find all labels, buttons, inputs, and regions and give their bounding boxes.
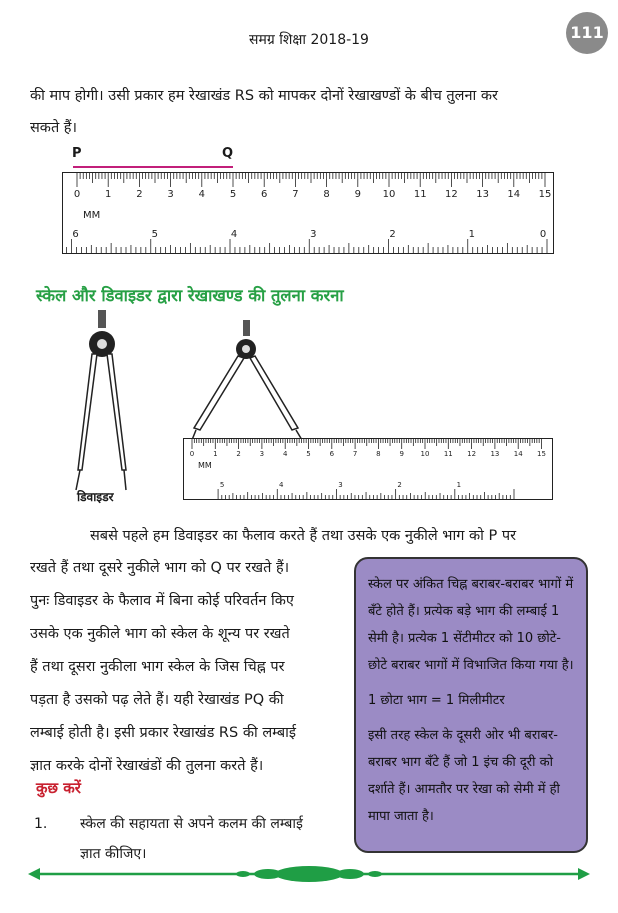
ruler-1 bbox=[62, 172, 554, 254]
ruler-cm-label: 14 bbox=[507, 189, 521, 200]
intro-line-1: की माप होगी। उसी प्रकार हम रेखाखंड RS को मापकर दोनों रेखाखण्डों के बीच तुलना कर bbox=[30, 88, 498, 104]
ruler-inch-label: 6 bbox=[72, 229, 79, 240]
ruler-cm-label: 11 bbox=[443, 450, 453, 458]
activity-title: कुछ करें bbox=[36, 779, 81, 797]
activity-item-number: 1. bbox=[34, 816, 48, 832]
body-line: पड़ता है उसको पढ़ लेते हैं। यही रेखाखंड PQ की bbox=[30, 692, 284, 708]
ruler-2-ticks bbox=[184, 439, 552, 499]
ruler-cm-label: 0 bbox=[189, 450, 195, 458]
ruler-cm-label: 6 bbox=[261, 189, 268, 200]
ruler-inch-label: 1 bbox=[468, 229, 475, 240]
ruler-cm-label: 1 bbox=[213, 450, 218, 458]
ruler-inch-label: 4 bbox=[230, 229, 238, 240]
ruler-cm-label: 11 bbox=[413, 189, 427, 200]
body-line: उसके एक नुकीले भाग को स्केल के शून्य पर रखते bbox=[30, 626, 290, 642]
ruler-cm-label: 8 bbox=[323, 189, 330, 200]
ruler-cm-label: 5 bbox=[229, 189, 237, 200]
ruler-inch-label: 2 bbox=[397, 481, 402, 489]
ruler-inch-label: 0 bbox=[539, 229, 547, 240]
ruler-cm-label: 12 bbox=[445, 189, 458, 200]
ruler-cm-label: 15 bbox=[538, 189, 552, 200]
ruler-cm-label: 7 bbox=[352, 450, 358, 458]
divider-caption: डिवाइडर bbox=[77, 490, 114, 504]
ruler-cm-label: 6 bbox=[329, 450, 335, 458]
ruler-cm-label: 3 bbox=[167, 189, 174, 200]
intro-line-2: सकते हैं। bbox=[30, 120, 78, 136]
ruler-1-unit: MM bbox=[83, 210, 101, 221]
ruler-inch-label: 5 bbox=[151, 229, 158, 240]
ruler-cm-label: 2 bbox=[136, 189, 143, 200]
section-heading: स्केल और डिवाइडर द्वारा रेखाखण्ड की तुलना करना bbox=[36, 286, 344, 305]
ruler-cm-label: 4 bbox=[198, 189, 205, 200]
ruler-cm-label: 1 bbox=[105, 189, 112, 200]
ruler-cm-label: 4 bbox=[282, 450, 288, 458]
info-box bbox=[354, 557, 588, 853]
ruler-inch-label: 4 bbox=[279, 481, 284, 489]
decorative-footer-border bbox=[28, 862, 590, 886]
point-p-label: P bbox=[72, 146, 82, 161]
ruler-cm-label: 13 bbox=[476, 189, 489, 200]
ruler-cm-label: 14 bbox=[513, 450, 523, 458]
ruler-inch-label: 5 bbox=[219, 481, 225, 489]
info-box-para-3: इसी तरह स्केल के दूसरी ओर भी बराबर-बराबर भाग बँटे हैं जो 1 इंच की दूरी को दर्शाते हैं। आमतौर पर रेखा को सेमी में ही मापा जाता है। bbox=[368, 728, 560, 824]
ruler-cm-label: 2 bbox=[236, 450, 241, 458]
point-q-label: Q bbox=[222, 146, 234, 161]
ruler-cm-label: 15 bbox=[537, 450, 546, 458]
divider-closed-icon bbox=[60, 310, 150, 500]
page-header: समग्र शिक्षा 2018-19 bbox=[249, 32, 369, 48]
info-box-para-1: स्केल पर अंकित चिह्न बराबर-बराबर भागों में बँटे होते हैं। प्रत्येक बड़े भाग की लम्बाई 1 सेमी है। प्रत्येक 1 सेंटीमीटर को 10 छोटे-छोटे बराबर भागों में विभाजित किया गया है। bbox=[368, 577, 574, 673]
ruler-2-unit: MM bbox=[198, 461, 212, 470]
ruler-cm-label: 9 bbox=[399, 450, 404, 458]
ruler-cm-label: 9 bbox=[354, 189, 361, 200]
divider-open-icon bbox=[180, 320, 320, 450]
ruler-cm-label: 8 bbox=[376, 450, 381, 458]
ruler-inch-label: 1 bbox=[456, 481, 462, 489]
ruler-cm-label: 7 bbox=[292, 189, 299, 200]
ruler-cm-label: 10 bbox=[420, 450, 430, 458]
ruler-inch-label: 2 bbox=[389, 229, 396, 240]
ruler-1-ticks bbox=[63, 173, 553, 253]
activity-item-line-2: ज्ञात कीजिए। bbox=[80, 846, 147, 862]
body-line-1: सबसे पहले हम डिवाइडर का फैलाव करते हैं तथा उसके एक नुकीले भाग को P पर bbox=[90, 528, 517, 544]
body-line: हैं तथा दूसरा नुकीला भाग स्केल के जिस चिह्न पर bbox=[30, 659, 285, 675]
segment-pq bbox=[73, 166, 233, 168]
ruler-2 bbox=[183, 438, 553, 500]
body-line: लम्बाई होती है। इसी प्रकार रेखाखंड RS की लम्बाई bbox=[30, 725, 297, 741]
ruler-cm-label: 0 bbox=[73, 189, 81, 200]
ruler-cm-label: 13 bbox=[490, 450, 500, 458]
body-line: रखते हैं तथा दूसरे नुकीले भाग को Q पर रखते हैं। bbox=[30, 560, 290, 576]
info-box-para-2: 1 छोटा भाग = 1 मिलीमीटर bbox=[368, 693, 505, 708]
body-lines bbox=[30, 552, 350, 783]
page-number-badge: 111 bbox=[566, 12, 608, 54]
ruler-cm-label: 3 bbox=[259, 450, 265, 458]
ruler-inch-label: 3 bbox=[310, 229, 317, 240]
body-line: ज्ञात करके दोनों रेखाखंडों की तुलना करते हैं। bbox=[30, 758, 264, 774]
body-line: पुनः डिवाइडर के फैलाव में बिना कोई परिवर्तन किए bbox=[30, 593, 294, 609]
ruler-cm-label: 5 bbox=[306, 450, 311, 458]
activity-item-line-1: स्केल की सहायता से अपने कलम की लम्बाई bbox=[80, 816, 303, 832]
ruler-cm-label: 12 bbox=[467, 450, 477, 458]
ruler-inch-label: 3 bbox=[338, 481, 343, 489]
ruler-cm-label: 10 bbox=[382, 189, 396, 200]
